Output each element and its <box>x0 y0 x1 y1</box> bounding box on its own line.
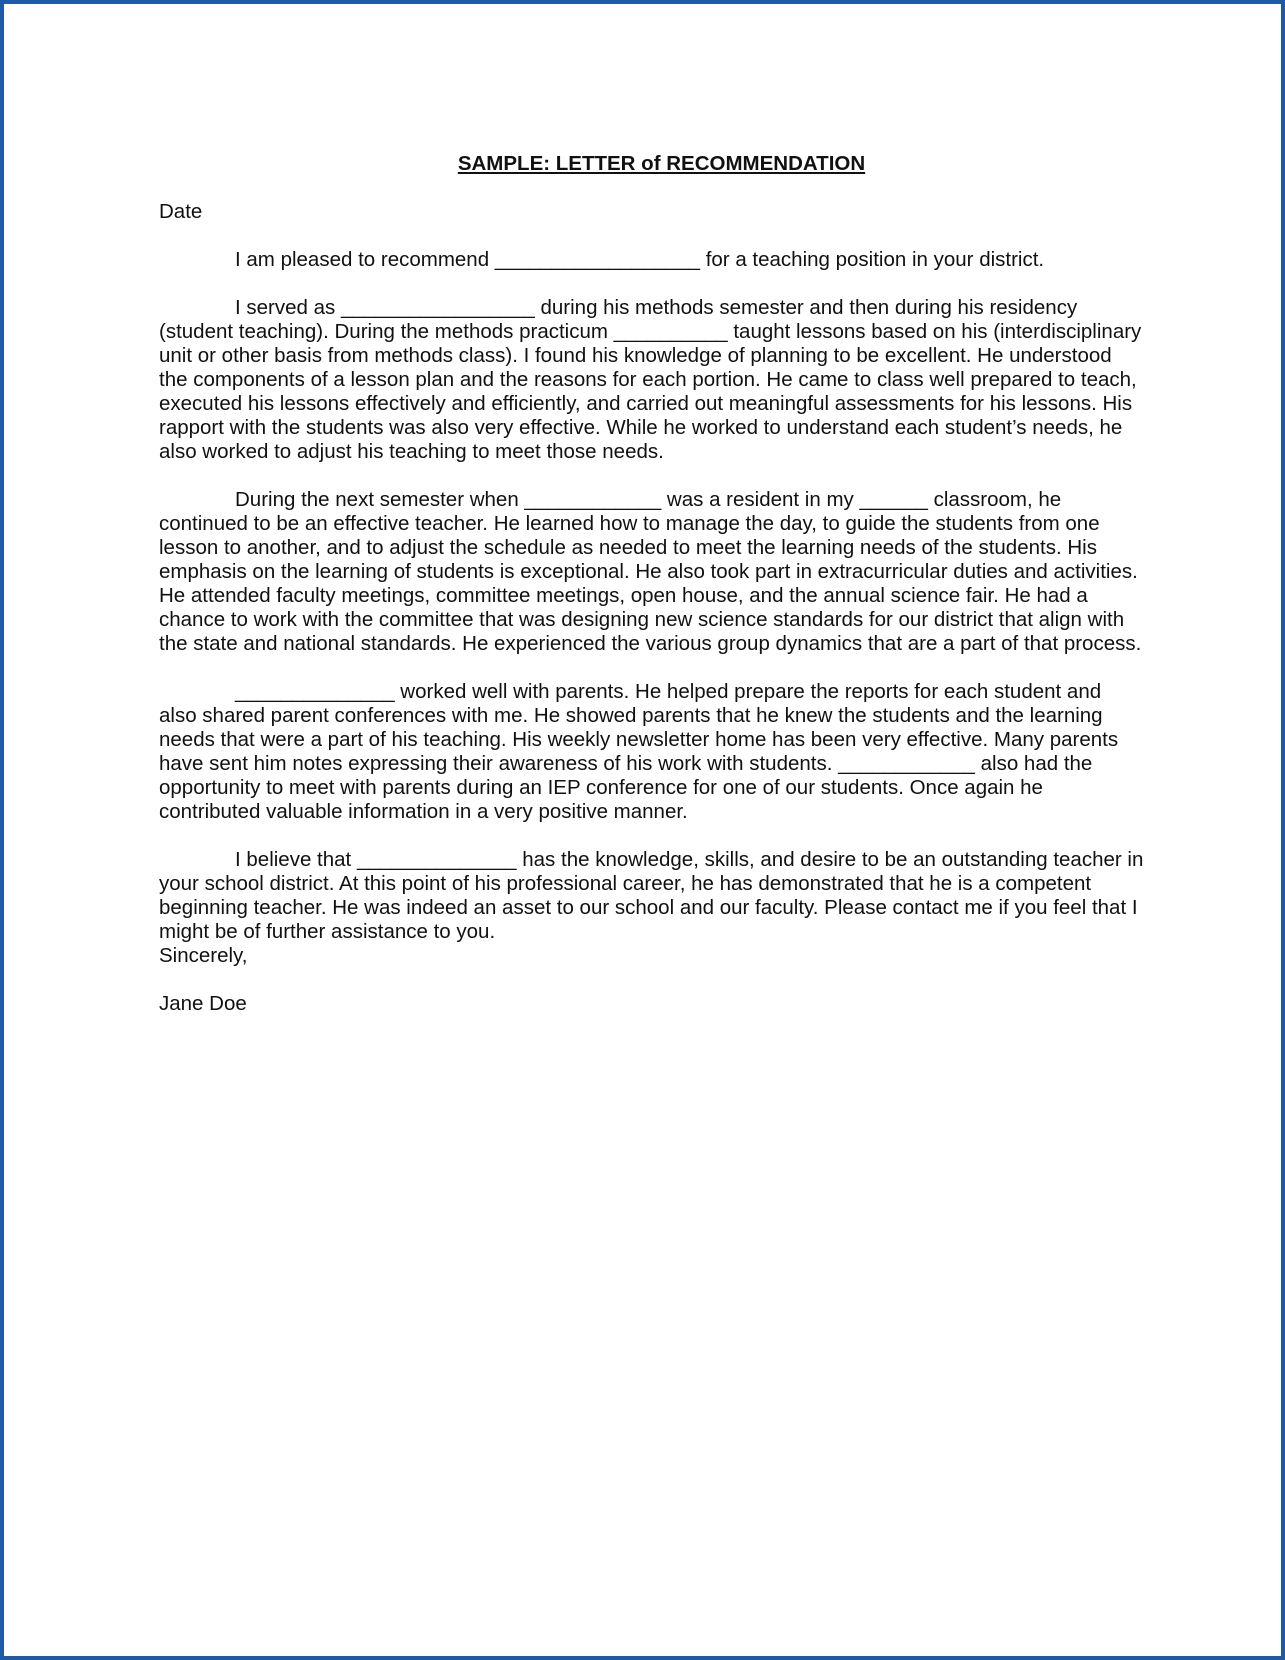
paragraph-residency: During the next semester when ____________ was a resident in my ______ classroom, he continued to be an effective teacher. He learned how to manage the day, to guide the students from one lesson to another, and to adjust the schedule as needed to meet the learning needs of the students. His emphasis on the learning of students is exceptional. He also took part in extracurricular duties and activities. He attended faculty meetings, committee meetings, open house, and the annual science fair. He had a chance to work with the committee that was designing new science standards for our district that align with the state and national standards. He experienced the various group dynamics that are a part of that process. <box>159 488 1142 655</box>
paragraph-methods-semester: I served as _________________ during his methods semester and then during his residency (student teaching). During the methods practicum __________ taught lessons based on his (interdisciplinary unit or other basis from methods class). I found his knowledge of planning to be excellent. He understood the components of a lesson plan and the reasons for each portion. He came to class well prepared to teach, executed his lessons effectively and efficiently, and carried out meaningful assessments for his lessons. His rapport with the students was also very effective. While he worked to understand each student’s needs, he also worked to adjust his teaching to meet those needs. <box>159 296 1142 463</box>
letter-title: SAMPLE: LETTER of RECOMMENDATION <box>457 152 866 175</box>
paragraph-recommendation: I am pleased to recommend __________________ for a teaching position in your district. <box>235 248 1045 271</box>
date-label: Date <box>159 200 203 223</box>
letter-body <box>159 152 1144 1016</box>
signature: Jane Doe <box>159 992 247 1015</box>
paragraph-belief: I believe that ______________ has the knowledge, skills, and desire to be an outstanding teacher in your school district. At this point of his professional career, he has demonstrated that he is a competent beginning teacher. He was indeed an asset to our school and our faculty. Please contact me if you feel that I might be of further assistance to you. <box>159 848 1144 943</box>
paragraph-parents: ______________ worked well with parents. He helped prepare the reports for each student and also shared parent conferences with me. He showed parents that he knew the students and the learning needs that were a part of his teaching. His weekly newsletter home has been very effective. Many parents have sent him notes expressing their awareness of his work with students. ____________ also had the opportunity to meet with parents during an IEP conference for one of our students. Once again he contributed valuable information in a very positive manner. <box>159 680 1119 823</box>
closing: Sincerely, <box>159 944 248 967</box>
